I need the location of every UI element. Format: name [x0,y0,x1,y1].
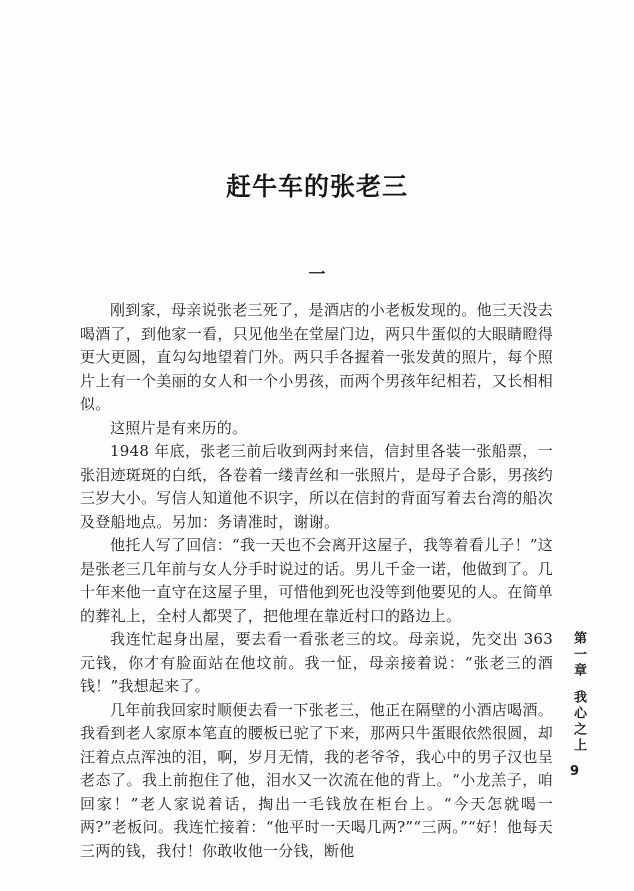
paragraph: 几年前我回家时顺便去看一下张老三，他正在隔壁的小酒店喝酒。我看到老人家原本笔直的腰板已驼了下来，那两只牛蛋眼依然很圆，却汪着点点浑浊的泪，啊，岁月无情，我的老爷爷，我心中的男子汉也呈老态了。我上前抱住了他，泪水又一次流在他的背上。“小龙羔子，咱回家！”老人家说着话，掏出一毛钱放在柜台上。“今天怎就喝一两?”老板问。我连忙接着：“他平时一天喝几两?”“三两。”“好！他每天三两的钱，我付！你敢收他一分钱，断他 [80,700,553,860]
story-title: 赶牛车的张老三 [225,171,408,201]
section-divider: 一 [308,265,326,285]
paragraph: 我连忙起身出屋，要去看一看张老三的坟。母亲说，先交出 363 元钱，你才有脸面站在他坟前。我一怔，母亲接着说：“张老三的酒钱！”我想起来了。 [80,630,553,695]
chapter-number: 第一章 [571,631,586,679]
page-number: 9 [570,764,580,779]
paragraph: 1948 年底，张老三前后收到两封来信，信封里各装一张船票，一张泪迹斑斑的白纸，各卷着一缕青丝和一张照片，是母子合影，男孩约三岁大小。写信人知道他不识字，所以在信封的背面写着去台湾的船次及登船地点。另加：务请准时，谢谢。 [80,442,553,531]
paragraph: 他托人写了回信：“我一天也不会离开这屋子，我等着看儿子！”这是张老三几年前与女人分手时说过的话。男儿千金一诺，他做到了。几十年来他一直守在这屋子里，可惜他到死也没等到他要见的人。在简单的葬礼上，全村人都哭了，把他埋在靠近村口的路边上。 [80,536,553,625]
body-text [80,299,553,863]
paragraph: 这照片是有来历的。 [110,418,248,437]
chapter-title: 我心之上 [571,690,586,754]
paragraph: 刚到家，母亲说张老三死了，是酒店的小老板发现的。他三天没去喝酒了，到他家一看，只见他坐在堂屋门边，两只牛蛋似的大眼睛瞪得更大更圆，直勾勾地望着门外。两只手各握着一张发黄的照片，每个照片上有一个美丽的女人和一个小男孩，而两个男孩年纪相若，又长相相似。 [80,301,553,413]
running-head [569,631,588,761]
